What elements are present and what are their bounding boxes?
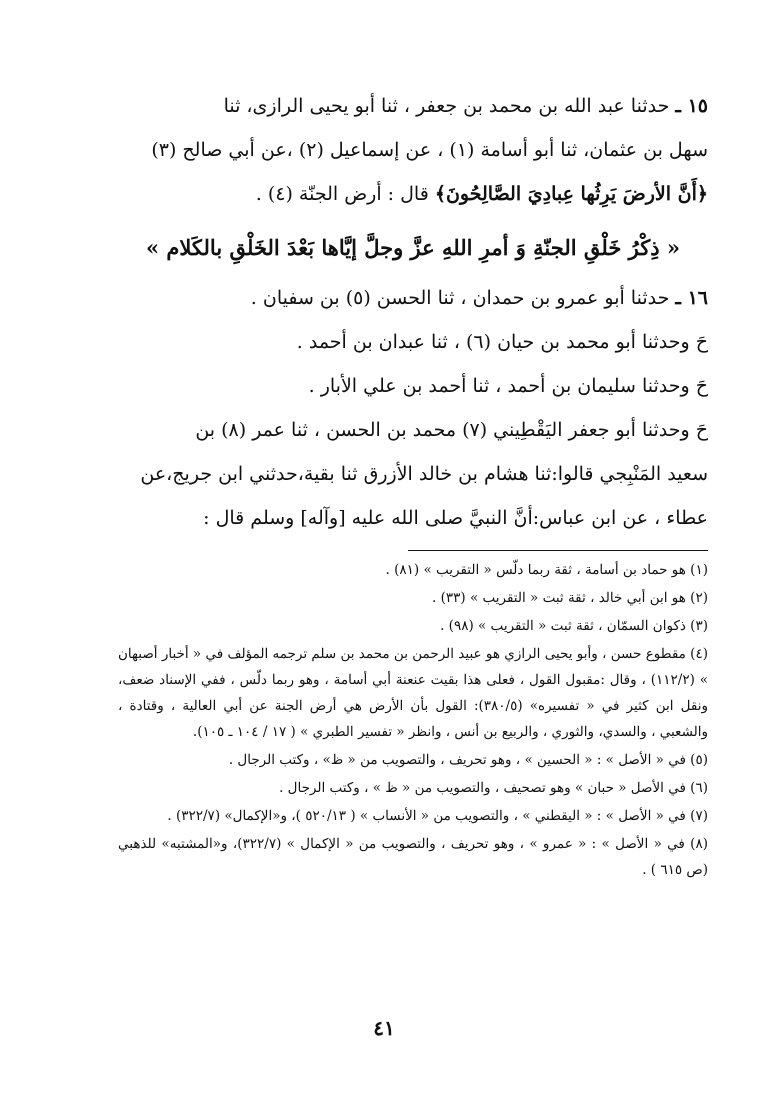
hadith-15-line-2: سهل بن عثمان، ثنا أبو أسامة (١) ، عن إسماعيل (٢) ،عن أبي صالح (٣) <box>151 139 708 161</box>
footnote-3: (٣) ذكوان السمّان ، ثقة ثبت « التقريب » (٩٨) . <box>440 618 708 634</box>
hadith-16-number: ١٦ ـ <box>675 287 708 309</box>
hadith-16-line-1 <box>118 276 708 320</box>
hadith-16-text-1: حدثنا أبو عمرو بن حمدان ، ثنا الحسن (٥) بن سفيان . <box>250 287 670 309</box>
footnotes <box>118 557 708 883</box>
footnote-7: (٧) في « الأصل » : « اليقطني » ، والتصويب من « الأنساب » ( ٥٢٠/١٣ )، و«الإكمال» (٣٢٢/٧) . <box>167 808 708 824</box>
hadith-15-ending: قال : أرض الجنّة (٤) . <box>255 183 429 205</box>
footnote-2: (٢) هو ابن أبي خالد ، ثقة ثبت « التقريب » (٣٣) . <box>432 590 708 606</box>
hadith-16-line-6: عطاء ، عن ابن عباس:أنَّ النبيَّ صلى الله عليه [وآله] وسلم قال : <box>203 507 708 529</box>
hadith-15-line-1 <box>118 84 708 128</box>
hadith-16-line-5: سعيد المَنْبِجي قالوا:ثنا هشام بن خالد الأزرق ثنا بقية،حدثني ابن جريج،عن <box>140 463 708 485</box>
hadith-15-text-1: حدثنا عبد الله بن محمد بن جعفر ، ثنا أبو يحيى الرازى، ثنا <box>223 95 670 117</box>
hadith-16-line-4: حَ وحدثنا أبو جعفر اليَقْطِيني (٧) محمد بن الحسن ، ثنا عمر (٨) بن <box>195 419 708 441</box>
hadith-15-number: ١٥ ـ <box>675 95 708 117</box>
footnote-separator <box>408 550 708 551</box>
footnote-5: (٥) في « الأصل » : « الحسين » ، وهو تحريف ، والتصويب من « ظ» ، وكتب الرجال . <box>228 752 708 768</box>
quran-verse: ﴿أَنَّ الأرضَ يَرِثُها عِبادِيَ الصَّالِحُونَ﴾ <box>434 183 708 205</box>
hadith-16-line-3: حَ وحدثنا سليمان بن أحمد ، ثنا أحمد بن علي الأبار . <box>308 375 708 397</box>
page-number: ٤١ <box>373 1016 395 1040</box>
chapter-title: « ذِكْرُ خَلْقِ الجنّةِ وَ أمرِ اللهِ عزَّ وجلَّ إيَّاها بَعْدَ الخَلْقِ بالكَلام » <box>145 235 681 260</box>
footnote-1: (١) هو حماد بن أسامة ، ثقة ربما دلّس « التقريب » (٨١) . <box>385 562 708 578</box>
footnote-8: (٨) في « الأصل » : « عمرو » ، وهو تحريف ، والتصويب من « الإكمال » (٣٢٢/٧)، و«المشتبه» للذهبي (ص ٦١٥ ) . <box>118 836 708 878</box>
hadith-15-line-3 <box>118 172 708 216</box>
main-text <box>118 84 708 540</box>
hadith-16-line-2: حَ وحدثنا أبو محمد بن حيان (٦) ، ثنا عبدان بن أحمد . <box>296 331 708 353</box>
page-content <box>118 84 708 885</box>
footnote-4: (٤) مقطوع حسن ، وأبو يحيى الرازي هو عبيد الرحمن بن محمد بن سلم ترجمه المؤلف في « أخبار أصبهان » (١١٢/٢) ، وقال :مقبول القول ، فعلى هذا بقيت عنعنة أبي أسامة ، وهو ربما دلّس ، ففي الإسناد ضعف، ونقل ابن كثير في « تفسيره» (٣٨٠/٥): القول بأن الأرض هي أرض الجنة عن أبي العالية ، وقتادة ، والشعبي ، والسدي، والثوري ، والربيع بن أنس ، وانظر « تفسير الطبري » ( ١٧ / ١٠٤ ـ ١٠٥). <box>118 646 708 740</box>
footnote-6: (٦) في الأصل « حبان » وهو تصحيف ، والتصويب من « ظ » ، وكتب الرجال . <box>279 780 708 796</box>
